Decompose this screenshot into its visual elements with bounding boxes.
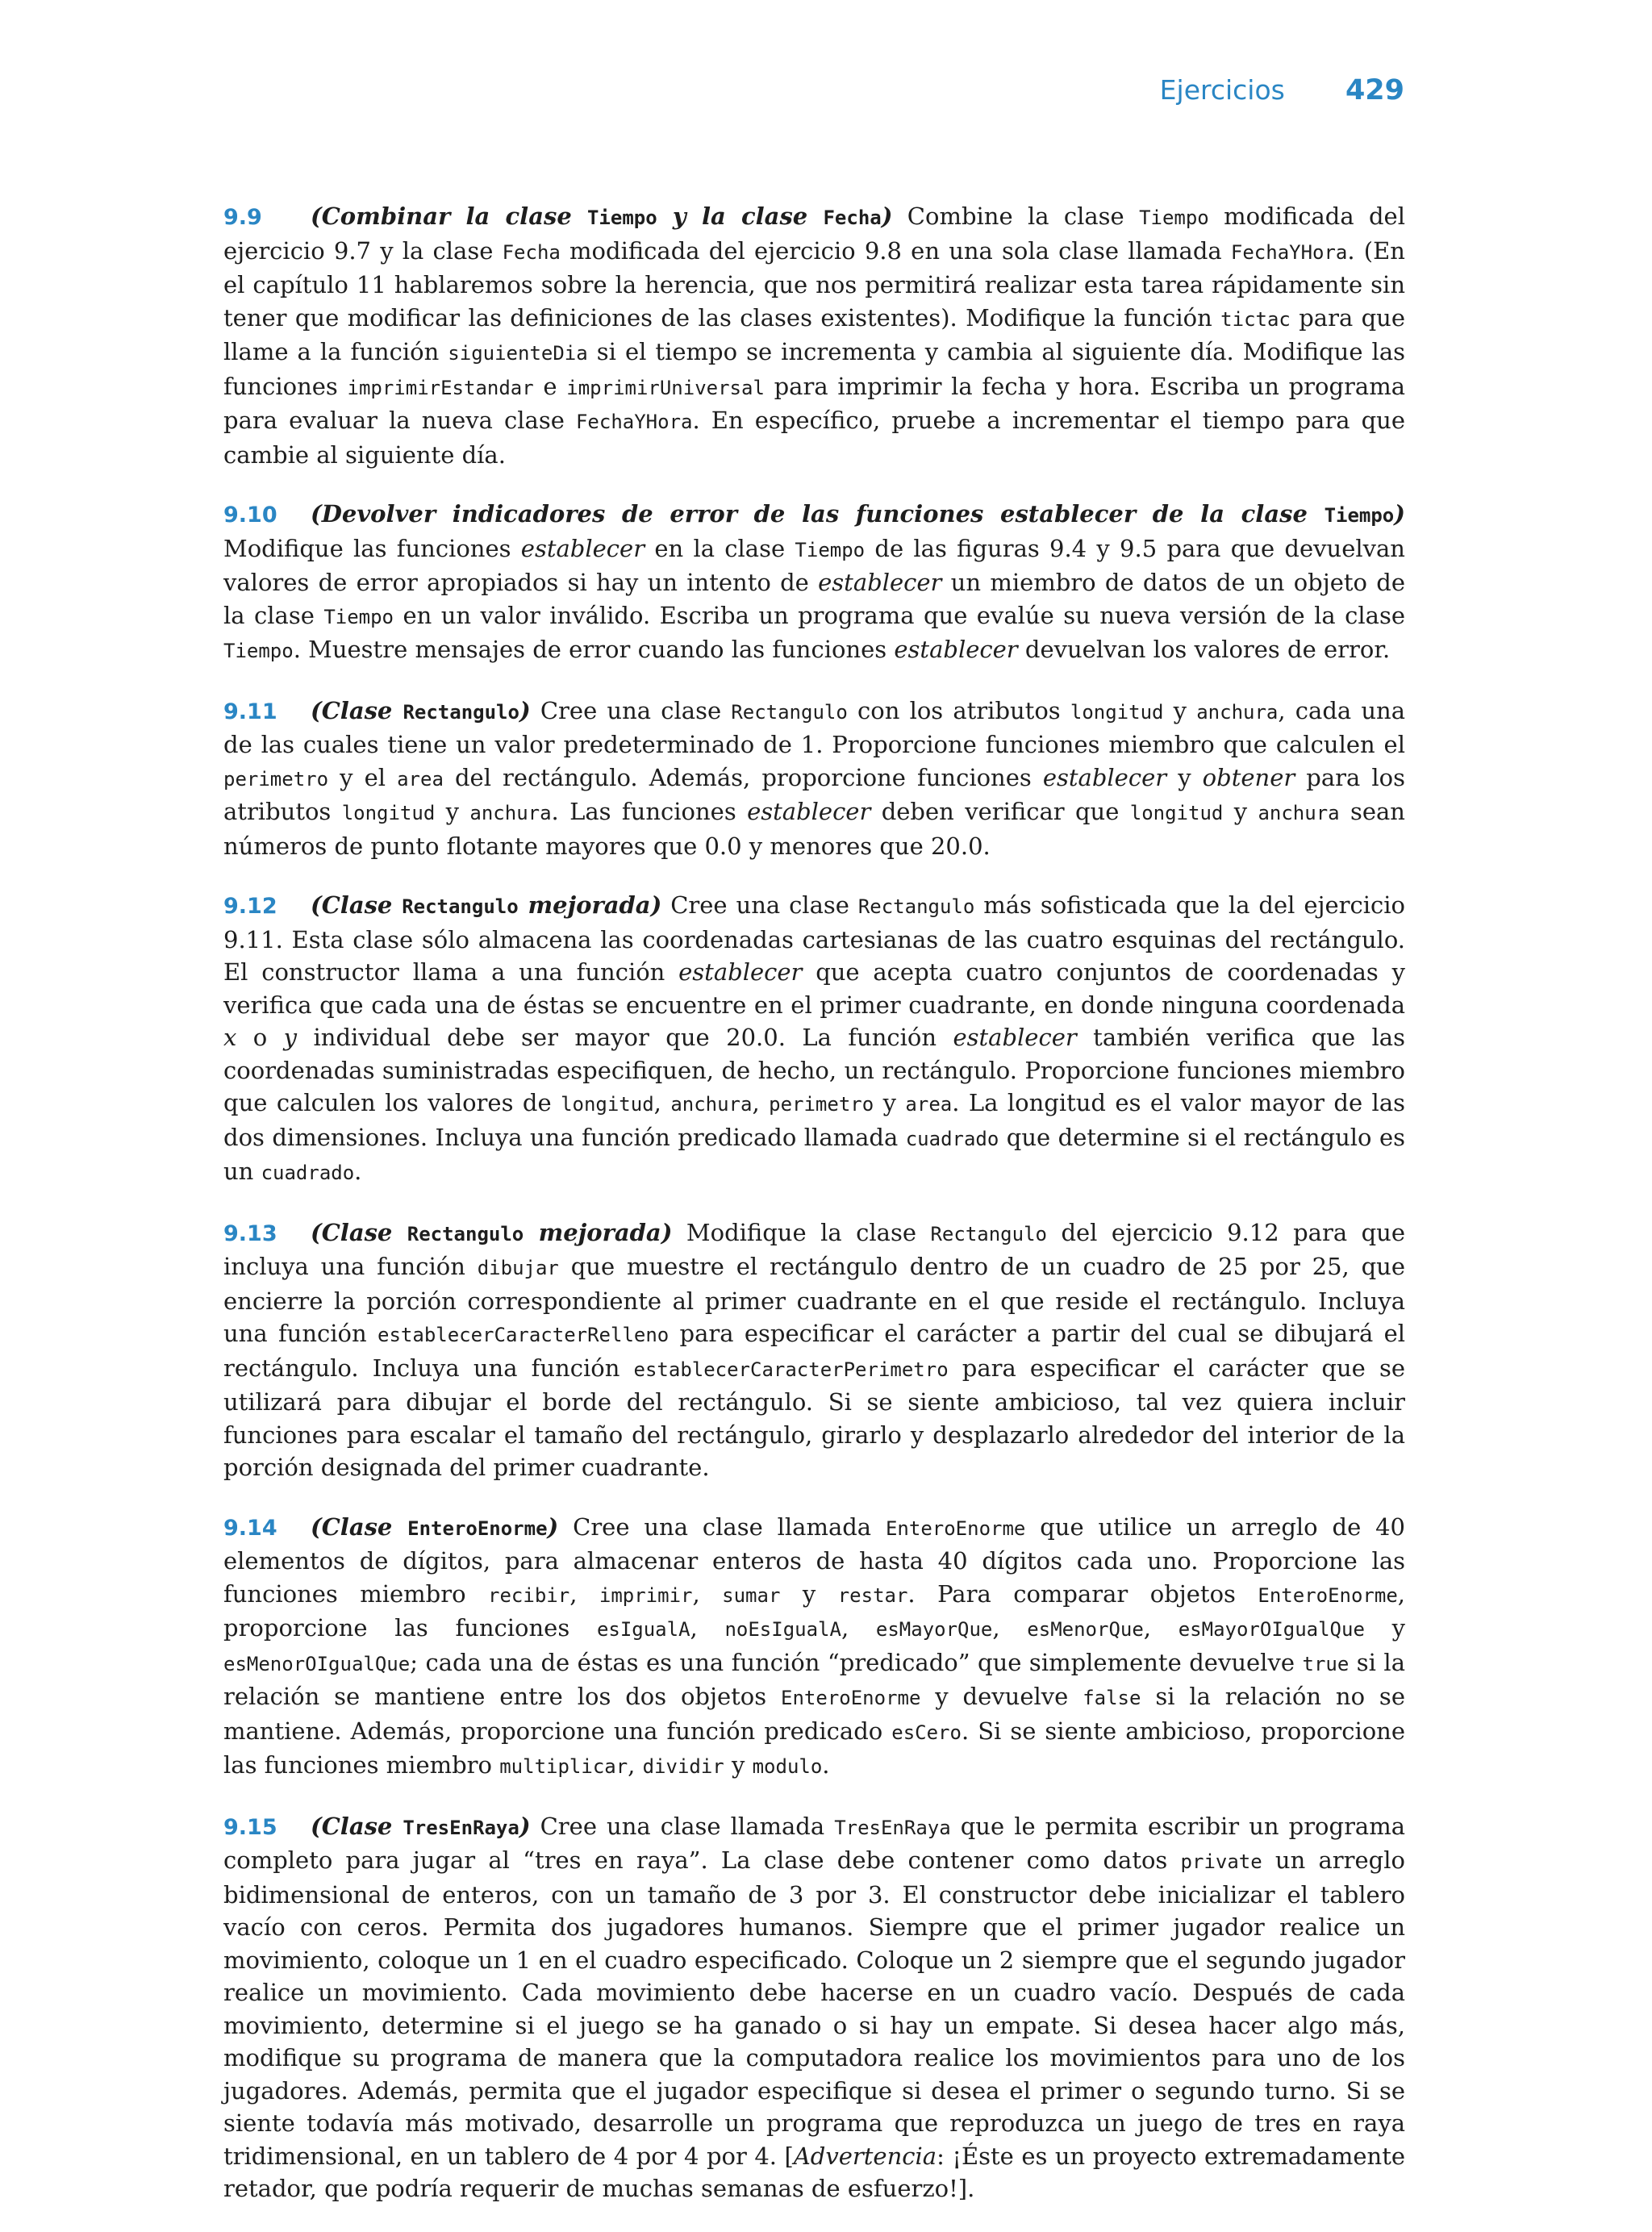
code-term: Fecha [823, 207, 882, 229]
page-header [0, 74, 1404, 106]
code-term: longitud [1129, 802, 1224, 824]
code-term: imprimirEstandar [347, 376, 534, 399]
code-term: Rectangulo [407, 1222, 524, 1245]
text-run: mejorada) [518, 891, 662, 919]
text-run: (Devolver indicadores de error de las funciones establecer de la clase [311, 500, 1325, 528]
text-run: que le permita escribir un programa completo para jugar al “tres en raya”. La clase debe contener como datos [223, 1812, 1406, 1874]
exercise-body [223, 202, 1405, 469]
code-term: esMayorQue [875, 1618, 993, 1641]
exercise-9-15 [223, 1810, 1405, 2205]
text-run: ) [881, 202, 893, 230]
text-run: ; cada una de éstas es una función “predicado” que simplemente devuelve [410, 1648, 1303, 1676]
text-run: , [692, 1579, 723, 1608]
text-run: o [236, 1024, 284, 1051]
text-run: que determine si el rectángulo es un [223, 1123, 1405, 1185]
exercise-number: 9.10 [223, 503, 277, 528]
text-run: . [354, 1158, 362, 1185]
text-run: individual debe ser mayor que 20.0. La función [297, 1024, 953, 1051]
text-run: que acepta cuatro conjuntos de coordenadas y verifica que cada una de éstas se encuentre en el primer cuadrante, en donde ninguna coordenada [223, 958, 1405, 1019]
code-term: esMayorOIgualQue [1178, 1618, 1365, 1641]
code-term: anchura [1258, 802, 1340, 824]
code-term: Rectangulo [930, 1222, 1047, 1245]
code-term: anchura [469, 802, 552, 824]
text-run: más sofisticada que la del ejercicio 9.11. Esta clase sólo almacena las coordenadas cartesianas de las cuatro esquinas del rectángulo. El constructor llama a una función [223, 891, 1405, 986]
exercise-number: 9.15 [223, 1814, 277, 1840]
text-run: para especificar el carácter a partir del cual se dibujará el rectángulo. Incluya una función [223, 1320, 1406, 1382]
text-run: del rectángulo. Además, proporcione funciones [443, 763, 1043, 791]
code-term: tictac [1220, 307, 1291, 331]
text-run: que utilice un arreglo de 40 elementos de dígitos, para almacenar enteros de hasta 40 dígitos cada uno. Proporcione las funciones miembro [223, 1512, 1405, 1608]
exercise-number: 9.11 [223, 699, 277, 724]
text-run: Cree una clase [530, 696, 732, 724]
exercise-title [311, 202, 892, 230]
code-term: establecerCaracterPerimetro [633, 1358, 949, 1381]
text-run: (Combinar la clase [311, 202, 587, 230]
code-term: Tiempo [586, 207, 657, 229]
text-run: para que llame a la función [223, 303, 1405, 365]
emphasis-text: establecer [520, 534, 645, 562]
text-run: Cree una clase llamada [530, 1812, 835, 1840]
exercise-body [223, 1813, 1405, 2203]
code-term: Tiempo [1324, 504, 1395, 527]
code-term: FechaYHora [1230, 240, 1348, 264]
text-run: modificada del ejercicio 9.7 y la clase [223, 202, 1405, 265]
exercise-title [311, 500, 1405, 528]
text-run: y [1364, 1614, 1405, 1642]
page-number: 429 [1345, 74, 1404, 106]
code-term: EnteroEnorme [781, 1687, 921, 1709]
text-run: y [1223, 798, 1258, 825]
code-term: esCero [891, 1721, 962, 1744]
exercise-9-13 [223, 1216, 1405, 1484]
exercise-number: 9.12 [223, 894, 277, 919]
code-term: EnteroEnorme [885, 1517, 1026, 1540]
text-run: . Las funciones [551, 798, 748, 825]
text-run: y [780, 1579, 838, 1608]
text-run: modificada del ejercicio 9.8 en una sola clase llamada [560, 236, 1231, 265]
text-run: y [435, 798, 470, 825]
exercise-title [311, 1513, 558, 1541]
text-run: . La longitud es el valor mayor de las dos dimensiones. Incluya una función predicado llamada [223, 1089, 1406, 1151]
code-term: true [1302, 1652, 1350, 1675]
text-run: mejorada) [524, 1218, 673, 1246]
code-term: false [1083, 1687, 1141, 1709]
code-term: multiplicar [499, 1755, 628, 1778]
text-run: ) [519, 1812, 531, 1840]
text-run: , [841, 1614, 876, 1642]
text-run: (Clase [311, 891, 403, 919]
exercise-title [311, 891, 661, 919]
text-run: , cada una de las cuales tiene un valor predeterminado de 1. Proporcione funciones miembro que calculen el [223, 696, 1406, 758]
code-term: Tiempo [1139, 207, 1209, 229]
text-run: del ejercicio 9.12 para que incluya una función [223, 1218, 1405, 1280]
code-term: anchura [670, 1093, 753, 1116]
code-term: cuadrado [261, 1162, 355, 1184]
exercise-body [223, 1219, 1405, 1482]
code-term: Rectangulo [402, 895, 519, 918]
text-run: si el tiempo se incrementa y cambia al siguiente día. Modifique las funciones [223, 338, 1405, 400]
text-run: . Muestre mensajes de error cuando las funciones [293, 636, 895, 663]
emphasis-text: establecer [818, 569, 942, 596]
text-run: de las figuras 9.4 y 9.5 para que devuelvan valores de error apropiados si hay un intento de [223, 534, 1405, 596]
code-term: FechaYHora [575, 411, 693, 433]
code-term: modulo [752, 1755, 823, 1778]
code-term: Tiempo [323, 605, 394, 628]
code-term: Rectangulo [731, 700, 848, 724]
exercise-9-10 [223, 498, 1405, 668]
text-run: , proporcione las funciones [223, 1579, 1405, 1642]
text-run: (Clase [311, 1812, 403, 1840]
text-run: para imprimir la fecha y hora. Escriba un programa para evaluar la nueva clase [223, 372, 1405, 434]
section-title: Ejercicios [1159, 74, 1285, 106]
text-run: , [569, 1579, 599, 1608]
text-run: Modifique la clase [672, 1218, 931, 1246]
exercise-body [223, 535, 1405, 664]
text-run: para especificar el carácter que se utilizará para dibujar el borde del rectángulo. Si se siente ambicioso, tal vez quiera incluir funciones para escalar el tamaño del rectángulo, girarlo y desplazarlo alrededor del interior de la porción designada del primer cuadrante. [223, 1354, 1405, 1481]
code-term: establecerCaracterRelleno [378, 1324, 670, 1346]
emphasis-text: establecer [678, 958, 803, 986]
exercise-9-9 [223, 200, 1405, 471]
code-term: siguienteDia [448, 342, 588, 365]
exercise-body [223, 1513, 1405, 1779]
code-term: EnteroEnorme [407, 1517, 548, 1540]
code-term: esMenorQue [1027, 1618, 1144, 1641]
text-run: que muestre el rectángulo dentro de un cuadro de 25 por 25, que encierre la porción correspondiente al primer cuadrante en el que reside el rectángulo. Incluya una función [223, 1253, 1406, 1347]
text-run: Cree una clase llamada [558, 1512, 886, 1541]
code-term: TresEnRaya [403, 1816, 519, 1839]
text-run: Modifique las funciones [223, 534, 521, 562]
code-term: noEsIgualA [724, 1618, 841, 1641]
text-run: y [1163, 696, 1197, 724]
code-term: area [397, 767, 444, 791]
exercise-body [223, 891, 1405, 1185]
text-run: en la clase [645, 534, 795, 562]
text-run: : ¡Éste es un proyecto extremadamente retador, que podría requerir de muchas semanas de esfuerzo!]. [223, 2142, 1406, 2202]
code-term: Rectangulo [857, 895, 975, 918]
exercise-list [223, 200, 1405, 2232]
code-term: longitud [1070, 700, 1164, 724]
code-term: area [905, 1093, 953, 1116]
text-run: , [690, 1614, 725, 1642]
text-run: y el [328, 763, 398, 791]
exercise-title [311, 1219, 672, 1246]
code-term: Rectangulo [403, 700, 519, 724]
code-term: private [1180, 1850, 1262, 1873]
text-run: , [992, 1614, 1028, 1642]
text-run: . [822, 1751, 830, 1779]
exercise-9-14 [223, 1511, 1405, 1784]
emphasis-text: establecer [894, 636, 1018, 663]
text-run: sean números de punto flotante mayores que 0.0 y menores que 20.0. [223, 798, 1405, 860]
text-run: (Clase [311, 696, 403, 724]
exercise-9-11 [223, 695, 1405, 863]
text-run: y devuelve [920, 1683, 1083, 1710]
text-run: y [724, 1751, 753, 1779]
code-term: perimetro [223, 767, 329, 791]
text-run: . Si se siente ambicioso, proporcione las funciones miembro [223, 1717, 1406, 1779]
emphasis-text: establecer [953, 1024, 1077, 1051]
text-run: en un valor inválido. Escriba un programa que evalúe su nueva versión de la clase [394, 601, 1405, 629]
text-run: Combine la clase [892, 202, 1140, 230]
exercise-title [311, 697, 531, 724]
text-run: con los atributos [847, 696, 1070, 724]
text-run: y [1166, 763, 1203, 791]
emphasis-text: x [223, 1024, 237, 1051]
text-run: e [533, 372, 567, 400]
text-run: un arreglo bidimensional de enteros, con un tamaño de 3 por 3. El constructor debe inicializar el tablero vacío con ceros. Permita dos jugadores humanos. Siempre que el primer jugador realice un movimiento, coloque un 1 en el cuadro especificado. Coloque un 2 siempre que el segundo jugador realice un movimiento. Cada movimiento debe hacerse en un cuadro vacío. Después de cada movimiento, determine si el juego se ha ganado o si hay un empate. Si desea hacer algo más, modifique su programa de manera que la computadora realice los movimientos para uno de los jugadores. Además, permita que el jugador especifique si desea el primer o segundo turno. Si se siente todavía más motivado, desarrolle un programa que reproduzca un juego de tres en raya tridimensional, en un tablero de 4 por 4 por 4. [ [223, 1846, 1405, 2170]
emphasis-text: establecer [747, 798, 871, 825]
code-term: TresEnRaya [834, 1816, 951, 1839]
emphasis-text: Advertencia [793, 2142, 937, 2170]
code-term: esIgualA [596, 1618, 690, 1641]
emphasis-text: establecer [1042, 763, 1167, 791]
text-run: si la relación no se mantiene. Además, proporcione una función predicado [223, 1683, 1405, 1745]
exercise-number: 9.9 [223, 205, 262, 230]
code-term: imprimir [599, 1583, 693, 1607]
exercise-9-12 [223, 889, 1405, 1190]
text-run: también verifica que las coordenadas suministradas especifiquen, de hecho, un rectángulo. Proporcione funciones miembro que calculen los valores de [223, 1024, 1405, 1116]
code-term: imprimirUniversal [566, 376, 765, 399]
emphasis-text: obtener [1202, 763, 1295, 791]
code-term: cuadrado [905, 1127, 999, 1150]
code-term: Tiempo [795, 538, 866, 561]
code-term: restar [837, 1583, 908, 1607]
text-run: , [653, 1089, 671, 1116]
text-run: ) [519, 696, 531, 724]
text-run: ) [1394, 500, 1405, 528]
text-run: . Para comparar objetos [907, 1579, 1258, 1608]
text-run: (Clase [311, 1512, 408, 1541]
text-run: Cree una clase [661, 891, 858, 919]
text-run: deben verificar que [870, 798, 1130, 825]
text-run: (Clase [311, 1218, 407, 1246]
code-term: anchura [1196, 700, 1279, 724]
code-term: dividir [642, 1755, 724, 1778]
text-run: ) [547, 1512, 559, 1541]
code-term: perimetro [769, 1093, 874, 1116]
code-term: dibujar [477, 1257, 559, 1279]
exercise-number: 9.13 [223, 1220, 277, 1246]
code-term: recibir [488, 1583, 570, 1607]
text-run: si la relación se mantiene entre los dos objetos [223, 1648, 1405, 1710]
text-run: devuelvan los valores de error. [1017, 636, 1391, 663]
code-term: longitud [341, 802, 436, 824]
emphasis-text: y [283, 1024, 298, 1051]
text-run: . (En el capítulo 11 hablaremos sobre la herencia, que nos permitirá realizar esta tarea rápidamente sin tener que modificar las definiciones de las clases existentes). Modifique la función [223, 236, 1405, 332]
code-term: Tiempo [223, 640, 294, 662]
exercise-title [311, 1813, 531, 1840]
code-term: longitud [561, 1093, 654, 1116]
code-term: esMenorOIgualQue [223, 1652, 411, 1675]
exercise-number: 9.14 [223, 1515, 277, 1541]
text-run: , [752, 1089, 770, 1116]
text-run: y [874, 1089, 906, 1116]
text-run: . En específico, pruebe a incrementar el tiempo para que cambie al siguiente día. [223, 407, 1405, 469]
code-term: EnteroEnorme [1258, 1583, 1398, 1607]
code-term: sumar [722, 1583, 781, 1607]
text-run: para los atributos [223, 763, 1405, 825]
text-run: un miembro de datos de un objeto de la clase [223, 569, 1405, 629]
text-run: , [628, 1751, 643, 1779]
text-run: y la clase [657, 202, 824, 230]
text-run: , [1143, 1614, 1179, 1642]
code-term: Fecha [502, 240, 561, 264]
